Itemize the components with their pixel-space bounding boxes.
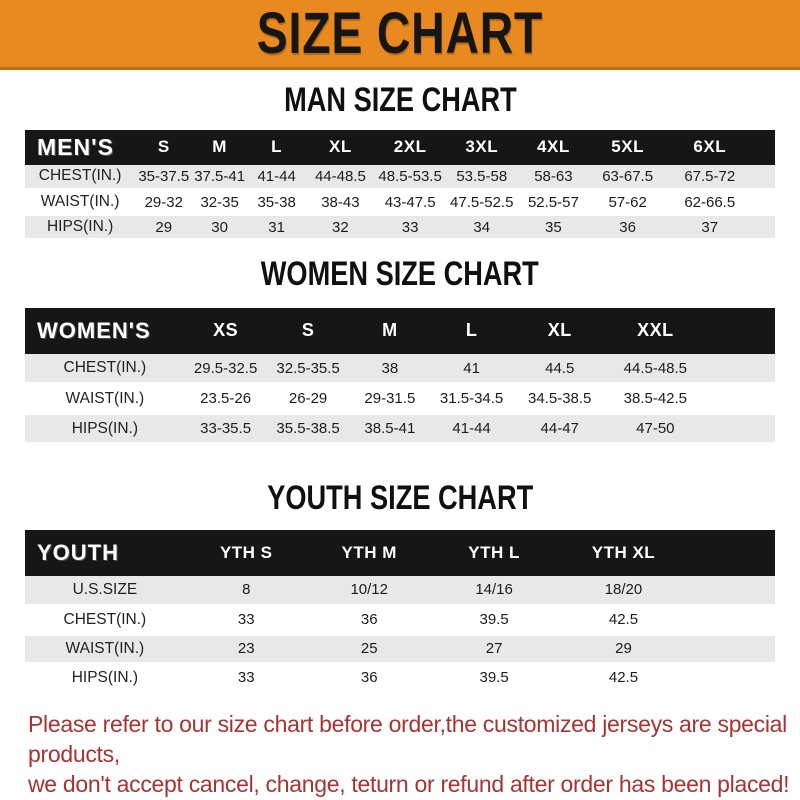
size-value-cell: 53.5-58: [456, 167, 508, 185]
size-column-header: YTH L: [468, 543, 520, 563]
size-value-cell: 41-44: [452, 420, 491, 438]
size-value-cell: 23: [237, 640, 255, 658]
size-value-cell: 29.5-32.5: [193, 359, 258, 377]
size-value-cell: 32.5-35.5: [276, 359, 340, 377]
size-value-cell: 42.5: [608, 611, 639, 629]
size-column-header: M: [382, 320, 398, 341]
size-value-cell: 31: [268, 218, 285, 236]
women-section-heading: [0, 257, 800, 293]
size-value-cell: 63-67.5: [602, 167, 654, 185]
size-value-cell: 26-29: [288, 390, 328, 408]
size-value-cell: 38.5-42.5: [623, 390, 688, 408]
men-section-heading-text: MAN SIZE CHART: [283, 81, 517, 119]
filler-cell: [704, 308, 775, 354]
row-label: HIPS(IN.): [71, 419, 139, 437]
size-value-cell: 33: [237, 669, 255, 687]
size-value-cell: 36: [619, 218, 636, 236]
size-value-cell: 33: [237, 611, 255, 629]
size-column-header: YTH M: [341, 543, 397, 563]
row-label: CHEST(IN.): [63, 359, 147, 377]
women-size-table: [25, 308, 775, 446]
size-column-header: S: [157, 137, 170, 157]
filler-cell: [753, 130, 775, 165]
size-value-cell: 35.5-38.5: [276, 420, 340, 438]
size-value-cell: 37.5-41: [194, 167, 246, 185]
size-value-cell: 44-48.5: [314, 167, 366, 185]
size-value-cell: 30: [211, 218, 228, 236]
women-size-chart-section: [0, 257, 800, 445]
size-value-cell: 36: [360, 669, 378, 687]
men-size-chart-section: [0, 83, 800, 241]
size-value-cell: 32-35: [200, 193, 239, 211]
row-label: HIPS(IN.): [71, 668, 139, 686]
measurement-row: [25, 663, 775, 692]
filler-cell: [704, 414, 775, 444]
size-column-header: YTH XL: [591, 543, 656, 563]
footer-note-line1: Please refer to our size chart before order,the customized jerseys are special products,: [28, 710, 787, 767]
size-value-cell: 23.5-26: [200, 390, 252, 408]
size-value-cell: 57-62: [608, 193, 647, 211]
row-label: CHEST(IN.): [38, 167, 122, 185]
size-column-header: 3XL: [465, 137, 499, 157]
size-chart-sections: [0, 83, 800, 800]
measurement-row: [25, 414, 775, 444]
youth-size-table: [25, 530, 775, 694]
size-column-header: XXL: [637, 320, 674, 341]
size-column-header: XS: [213, 320, 239, 341]
size-column-header: 4XL: [537, 137, 570, 157]
measurement-row: [25, 215, 775, 240]
women-table-header-row: [25, 308, 775, 354]
size-value-cell: 39.5: [479, 611, 509, 629]
footer-note-line2: we don't accept cancel, change, teturn or refund after order has been placed!: [28, 771, 790, 798]
size-value-cell: 47-50: [636, 420, 675, 438]
filler-cell: [689, 634, 775, 663]
size-column-header: 2XL: [393, 137, 427, 157]
size-value-cell: 33: [401, 218, 419, 236]
filler-cell: [689, 663, 775, 692]
size-value-cell: 41-44: [257, 167, 296, 185]
size-value-cell: 41: [463, 359, 480, 377]
size-column-header: L: [465, 320, 478, 341]
men-section-heading: [0, 83, 800, 119]
youth-section-heading-text: YOUTH SIZE CHART: [267, 479, 533, 518]
size-value-cell: 34.5-38.5: [528, 390, 592, 408]
youth-size-chart-section: [0, 481, 800, 693]
size-value-cell: 29-32: [144, 193, 183, 211]
filler-cell: [753, 165, 775, 190]
size-value-cell: 52.5-57: [527, 193, 579, 211]
size-value-cell: 39.5: [479, 669, 509, 687]
size-value-cell: 44.5: [545, 359, 575, 377]
youth-table-title: YOUTH: [37, 540, 119, 566]
size-value-cell: 18/20: [604, 581, 643, 599]
filler-cell: [704, 384, 775, 414]
size-value-cell: 67.5-72: [684, 167, 736, 185]
size-value-cell: 43-47.5: [384, 193, 436, 211]
size-column-header: XL: [329, 137, 352, 157]
size-value-cell: 25: [360, 640, 378, 658]
size-column-header: L: [271, 137, 283, 157]
banner-title: SIZE CHART: [256, 0, 544, 66]
size-value-cell: 31.5-34.5: [439, 390, 504, 408]
size-value-cell: 35-38: [257, 193, 296, 211]
size-value-cell: 35: [545, 218, 562, 236]
footer-note: [28, 709, 800, 800]
size-value-cell: 36: [360, 611, 378, 629]
youth-section-heading: [0, 481, 800, 517]
filler-cell: [689, 576, 775, 605]
size-value-cell: 35-37.5: [138, 167, 190, 185]
size-value-cell: 8: [242, 581, 251, 599]
size-chart-banner: [0, 0, 800, 70]
size-value-cell: 34: [473, 218, 491, 236]
measurement-row: [25, 354, 775, 384]
size-value-cell: 44-47: [540, 420, 579, 438]
youth-table-header-row: [25, 530, 775, 576]
row-label: HIPS(IN.): [46, 218, 114, 236]
row-label: CHEST(IN.): [63, 610, 147, 628]
size-value-cell: 38: [381, 359, 399, 377]
size-value-cell: 62-66.5: [684, 193, 736, 211]
measurement-row: [25, 576, 775, 605]
filler-cell: [704, 354, 775, 384]
men-table-header-row: [25, 130, 775, 165]
measurement-row: [25, 605, 775, 634]
size-value-cell: 14/16: [475, 581, 513, 599]
size-value-cell: 29: [155, 218, 173, 236]
size-value-cell: 42.5: [608, 669, 639, 687]
size-value-cell: 32: [332, 218, 349, 236]
size-value-cell: 48.5-53.5: [378, 167, 442, 185]
size-value-cell: 29-31.5: [364, 390, 416, 408]
row-label: WAIST(IN.): [65, 639, 145, 657]
measurement-row: [25, 634, 775, 663]
women-section-heading-text: WOMEN SIZE CHART: [260, 255, 540, 294]
filler-cell: [689, 530, 775, 576]
size-column-header: 6XL: [693, 137, 727, 157]
size-value-cell: 58-63: [534, 167, 573, 185]
row-label: WAIST(IN.): [40, 193, 120, 211]
men-table-title: MEN'S: [37, 133, 114, 160]
size-column-header: YTH S: [219, 543, 273, 563]
size-value-cell: 27: [485, 640, 503, 658]
men-size-table: [25, 130, 775, 242]
size-value-cell: 29: [615, 640, 632, 658]
row-label: WAIST(IN.): [65, 389, 145, 407]
measurement-row: [25, 165, 775, 190]
size-column-header: S: [301, 320, 315, 341]
size-value-cell: 10/12: [350, 581, 388, 599]
measurement-row: [25, 190, 775, 215]
size-column-header: 5XL: [611, 137, 644, 157]
filler-cell: [753, 190, 775, 215]
size-value-cell: 38.5-41: [364, 420, 416, 438]
filler-cell: [689, 605, 775, 634]
women-table-title: WOMEN'S: [37, 317, 151, 343]
size-value-cell: 37: [701, 218, 719, 236]
row-label: U.S.SIZE: [72, 580, 138, 598]
size-value-cell: 38-43: [321, 193, 360, 211]
size-value-cell: 47.5-52.5: [450, 193, 514, 211]
size-value-cell: 44.5-48.5: [623, 359, 688, 377]
size-column-header: M: [212, 137, 227, 157]
size-value-cell: 33-35.5: [200, 420, 252, 438]
size-column-header: XL: [547, 320, 572, 341]
measurement-row: [25, 384, 775, 414]
filler-cell: [753, 215, 775, 240]
